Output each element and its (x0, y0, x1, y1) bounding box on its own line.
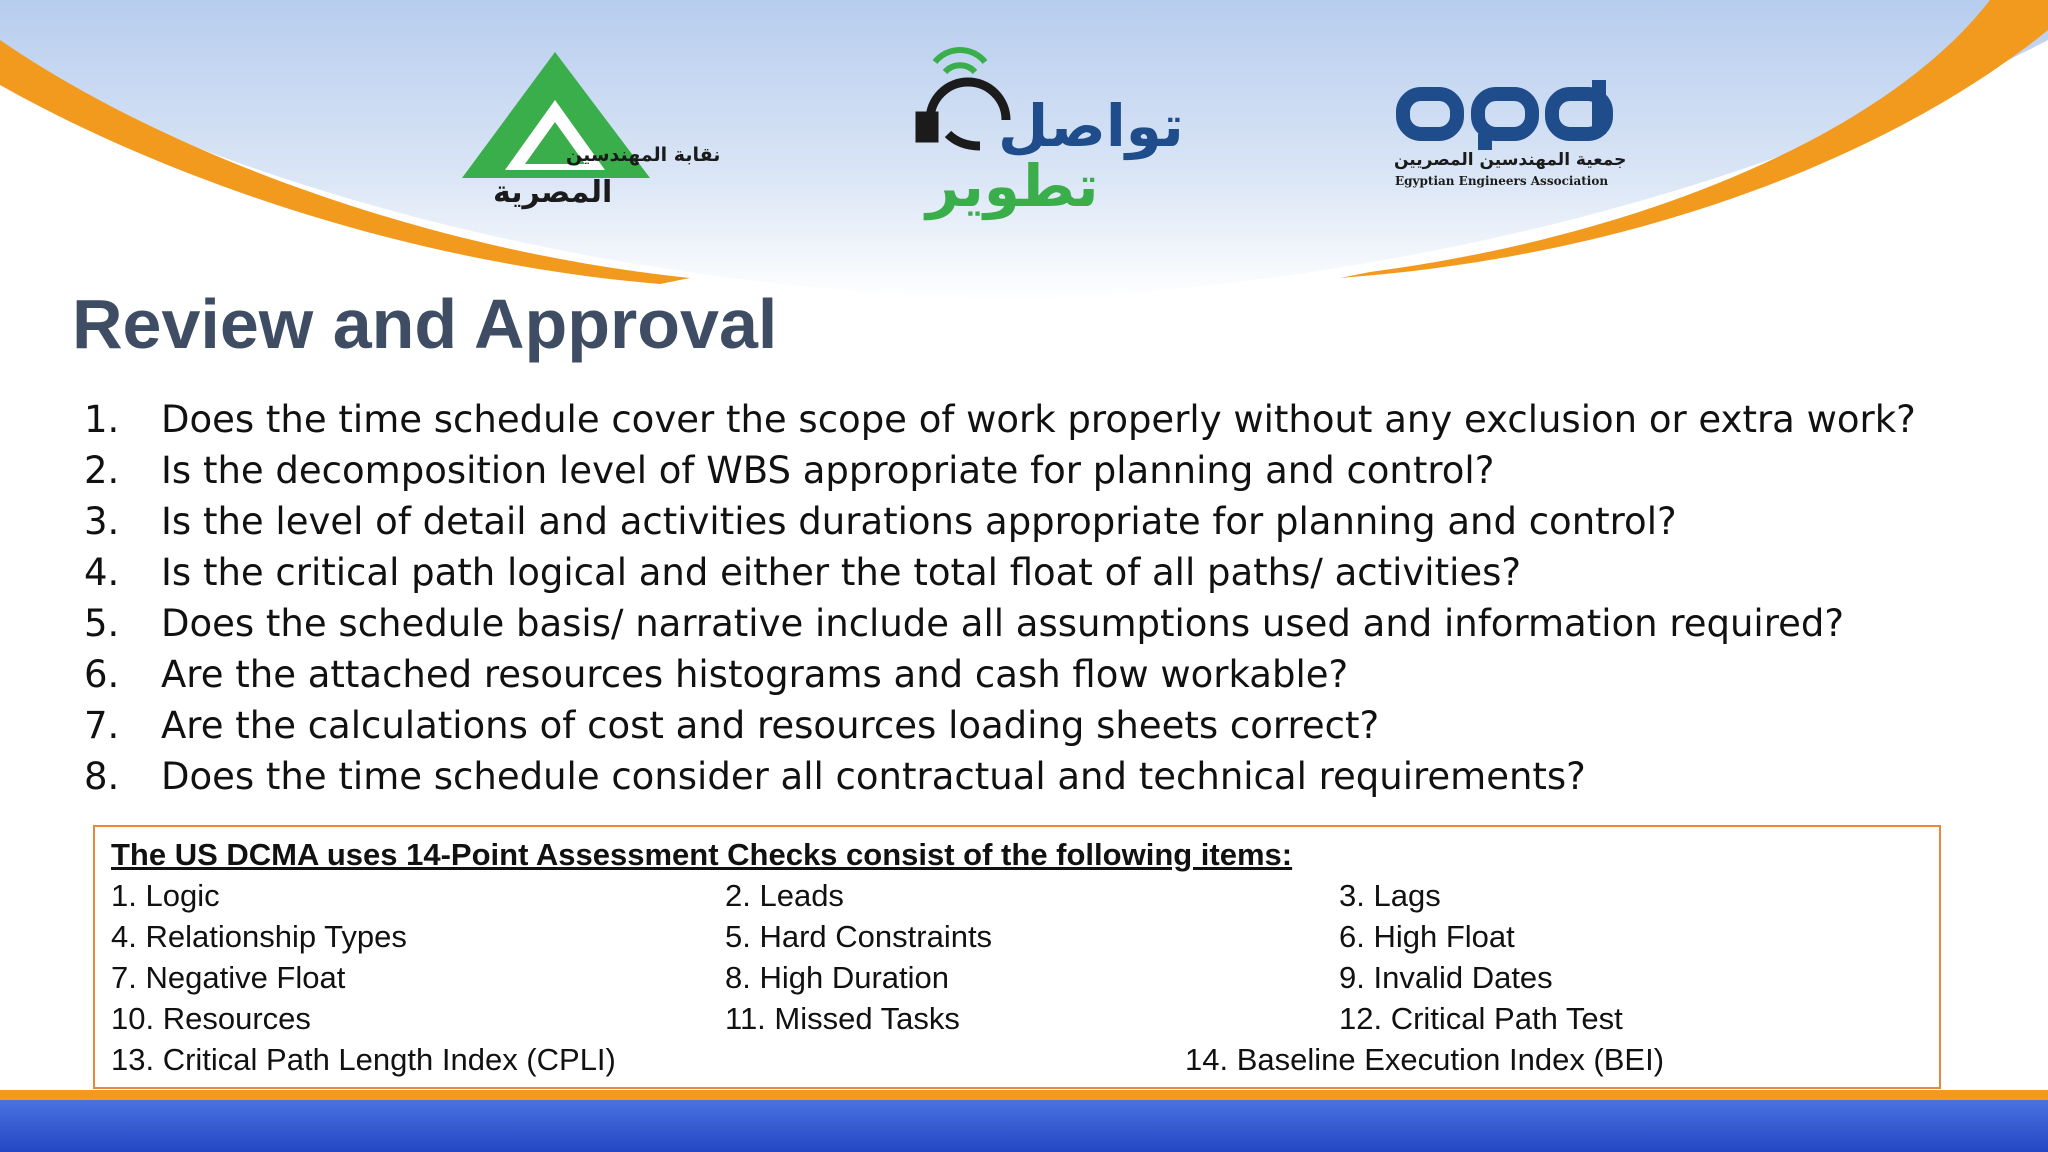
question-number: 4. (84, 551, 120, 594)
dcma-item: 11. Missed Tasks (725, 1001, 960, 1036)
question-text: Does the time schedule cover the scope of work properly without any exclusion or extra work? (161, 398, 1916, 441)
dcma-item: 14. Baseline Execution Index (BEI) (1185, 1042, 1665, 1077)
dcma-item: 2. Leads (725, 878, 844, 913)
question-number: 3. (84, 500, 120, 543)
question-number: 6. (84, 653, 120, 696)
dcma-item: 13. Critical Path Length Index (CPLI) (111, 1042, 616, 1077)
syndicate-logo-text-2: المصرية (493, 175, 613, 210)
tawasol-logo-text-1: تواصل (998, 92, 1184, 160)
dcma-item: 8. High Duration (725, 960, 950, 995)
dcma-heading: The US DCMA uses 14-Point Assessment Checks consist of the following items: (111, 837, 1293, 872)
eea-logo-arabic: جمعية المهندسين المصريين (1394, 150, 1627, 170)
question-text: Is the critical path logical and either the total float of all paths/ activities? (161, 551, 1522, 594)
dcma-item: 12. Critical Path Test (1339, 1001, 1623, 1036)
question-number: 7. (84, 704, 120, 747)
dcma-item: 5. Hard Constraints (725, 919, 993, 954)
question-number: 1. (84, 398, 120, 441)
question-text: Does the schedule basis/ narrative include all assumptions used and information required? (161, 602, 1844, 645)
bottom-orange-line (0, 1090, 2048, 1100)
page-title: Review and Approval (72, 285, 778, 363)
question-text: Are the calculations of cost and resources loading sheets correct? (161, 704, 1380, 747)
dcma-item: 9. Invalid Dates (1339, 960, 1553, 995)
dcma-item: 3. Lags (1339, 878, 1441, 913)
dcma-item: 6. High Float (1339, 919, 1515, 954)
question-text: Does the time schedule consider all contractual and technical requirements? (161, 755, 1586, 798)
syndicate-logo-text-1: نقابة المهندسين (566, 144, 721, 166)
question-text: Are the attached resources histograms and cash flow workable? (161, 653, 1349, 696)
dcma-item: 4. Relationship Types (111, 919, 407, 954)
dcma-item: 10. Resources (111, 1001, 311, 1036)
tawasol-logo-text-2: تطوير (926, 152, 1099, 220)
question-number: 8. (84, 755, 120, 798)
eea-logo-english: Egyptian Engineers Association (1395, 174, 1609, 188)
dcma-item: 1. Logic (111, 878, 220, 913)
question-number: 2. (84, 449, 120, 492)
question-text: Is the level of detail and activities durations appropriate for planning and control? (161, 500, 1677, 543)
dcma-checks-box (93, 825, 1941, 1089)
question-number: 5. (84, 602, 120, 645)
dcma-item: 7. Negative Float (111, 960, 346, 995)
question-text: Is the decomposition level of WBS appropriate for planning and control? (161, 449, 1495, 492)
bottom-blue-bar (0, 1100, 2048, 1152)
